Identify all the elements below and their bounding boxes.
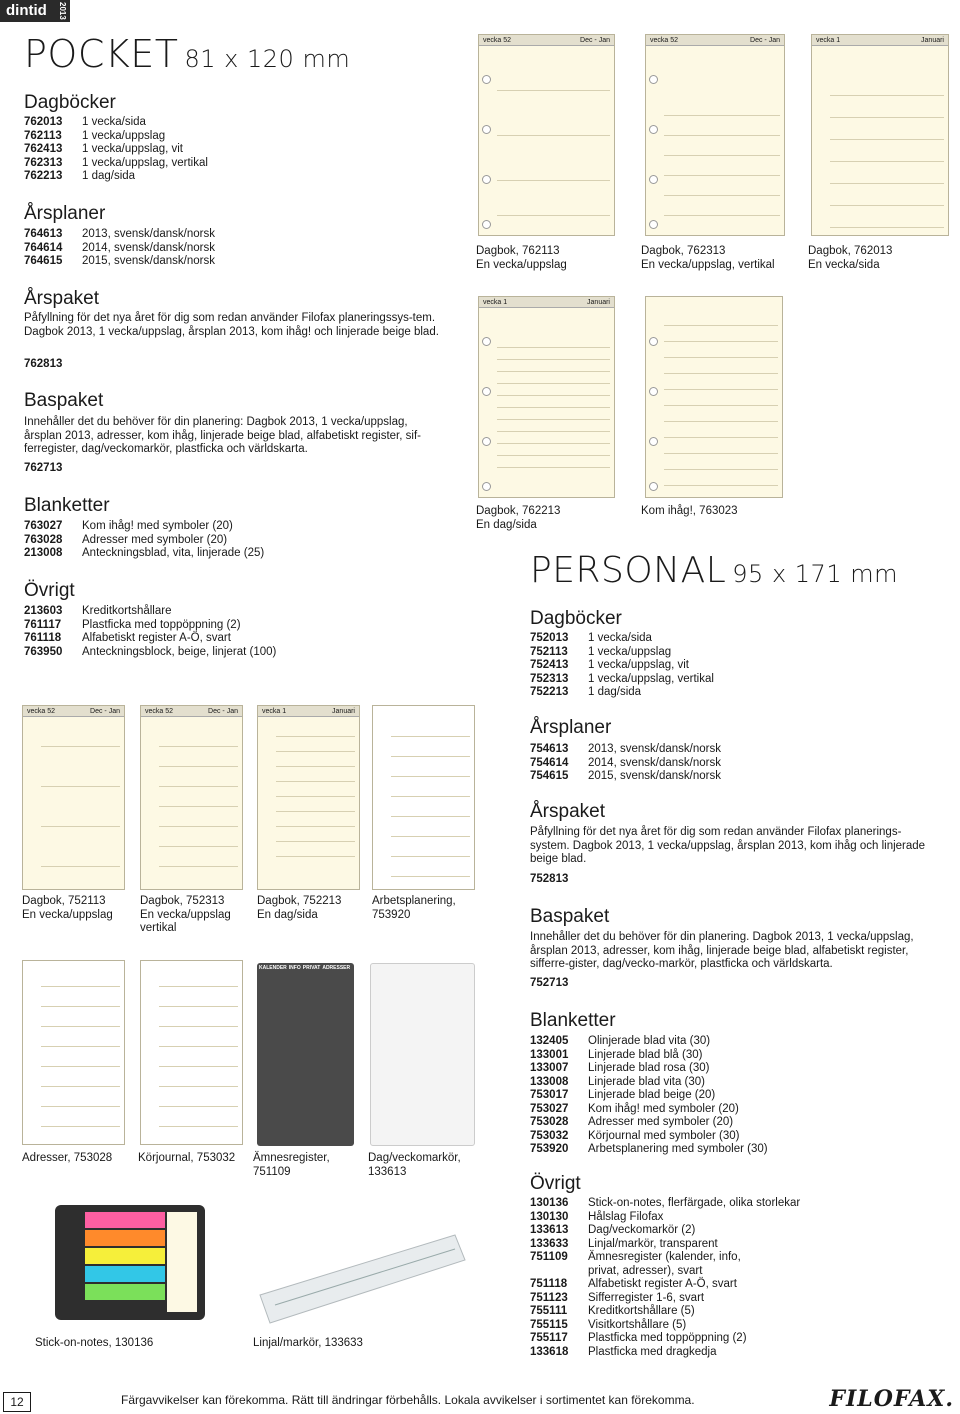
list-item: 130130 Hålslag Filofax [530,1210,664,1223]
pocket-arspaket-heading: Årspaket [24,288,99,309]
list-item: 213603 Kreditkortshållare [24,605,172,617]
pocket-dagbocker-list [24,116,324,184]
list-item: 752413 1 vecka/uppslag, vit [530,659,690,671]
list-item: 762313 1 vecka/uppslag, vertikal [24,156,208,169]
pocket-title: POCKET 81 x 120 mm [24,32,351,76]
list-item: 133008 Linjerade blad vita (30) [530,1075,705,1088]
pocket-blanketter-heading: Blanketter [24,495,110,516]
korjournal-thumb [140,960,243,1145]
caption-762013: Dagbok, 762013 En vecka/sida [808,245,893,271]
caption-751109: Ämnesregister, 751109 [253,1152,330,1178]
personal-baspaket-heading: Baspaket [530,906,610,927]
pocket-arspaket-code: 762813 [24,358,63,370]
list-item: 753027 Kom ihåg! med symboler (20) [530,1102,739,1115]
personal-blanketter-heading: Blanketter [530,1010,616,1031]
list-item: 762013 1 vecka/sida [24,116,146,128]
caption-753028: Adresser, 753028 [22,1152,113,1164]
list-item: 753028 Adresser med symboler (20) [530,1116,734,1128]
list-item: 752313 1 vecka/uppslag, vertikal [530,672,714,685]
brand-year: 2013 [58,2,67,20]
diary-thumb-762313: vecka 52 Dec - Jan [645,34,785,236]
caption-753032: Körjournal, 753032 [138,1152,236,1164]
list-item: 133618 Plastficka med dragkedja [530,1345,717,1358]
list-item: 751109 Ämnesregister (kalender, info, [530,1251,741,1263]
linjal-image [255,1225,470,1335]
caption-762213: Dagbok, 762213 En dag/sida [476,505,561,531]
personal-dagbocker-heading: Dagböcker [530,608,622,629]
pocket-baspaket-heading: Baspaket [24,390,104,411]
list-item: 763028 Adresser med symboler (20) [24,533,228,546]
adresser-thumb [22,960,125,1145]
list-item: 761118 Alfabetiskt register A-Ö, svart [24,632,231,644]
personal-ovrigt-list [530,1197,940,1359]
list-item: 752113 1 vecka/uppslag [530,645,672,658]
list-item: 753032 Körjournal med symboler (30) [530,1129,740,1142]
tab-kalender: KALENDER [259,965,287,971]
list-item: 751123 Sifferregister 1-6, svart [530,1291,705,1304]
list-item: 133007 Linjerade blad rosa (30) [530,1062,710,1074]
pocket-ovrigt-heading: Övrigt [24,580,75,601]
personal-arspaket-code: 752813 [530,873,569,885]
pocket-ovrigt-list [24,605,344,659]
brand-tag [0,0,70,22]
diary-thumb-752213: vecka 1 Januari [257,705,360,890]
caption-133633: Linjal/markör, 133633 [253,1337,363,1349]
personal-arsplaner-list [530,743,930,784]
list-item: 755111 Kreditkortshållare (5) [530,1305,695,1317]
list-item: privat, adresser), svart [588,1264,703,1277]
pocket-arsplaner-list [24,228,324,269]
list-item: 762213 1 dag/sida [24,170,136,182]
personal-dimensions: 95 x 171 mm [732,560,898,588]
pocket-baspaket-text: Innehåller det du behöver för din planering: Dagbok 2013, 1 vecka/uppslag, årsplan 2013, adresser, kom ihåg, linjerade beige blad, alfabetiskt register, sif-ferregister, dag/veckomarkör, plastficka och världskarta. [24,416,421,455]
caption-753920: Arbetsplanering, 753920 [372,895,456,921]
caption-133613: Dag/veckomarkör, 133613 [368,1152,461,1178]
list-item: 133001 Linjerade blad blå (30) [530,1048,703,1061]
diary-thumb-762013: vecka 1 Januari [811,34,949,236]
personal-baspaket-text: Innehåller det du behöver för din planering. Dagbok 2013, 1 vecka/uppslag, årsplan 2013, adresser, kom ihåg, linjerade beige blad, alfabetiskt register, sifferre-gister, dag/vecko-markör, plastficka och världskarta. [530,931,914,970]
dag-veckomarkor-image [370,963,475,1146]
list-item: 754614 2014, svensk/dansk/norsk [530,756,721,769]
diary-thumb-752113: vecka 52 Dec - Jan [22,705,125,890]
caption-762313: Dagbok, 762313 En vecka/uppslag, vertikal [641,245,775,271]
caption-130136: Stick-on-notes, 130136 [35,1337,154,1349]
list-item: 751118 Alfabetiskt register A-Ö, svart [530,1278,737,1290]
personal-ovrigt-heading: Övrigt [530,1173,581,1194]
diary-thumb-752313: vecka 52 Dec - Jan [140,705,243,890]
list-item: 763950 Anteckningsblock, beige, linjerat (100) [24,645,277,658]
tab-adresser: ADRESSER [322,965,351,971]
personal-title: PERSONAL 95 x 171 mm [530,550,898,591]
page-number: 12 [3,1392,31,1412]
list-item: 755117 Plastficka med toppöppning (2) [530,1332,747,1344]
pocket-blanketter-list [24,520,344,561]
pocket-dagbocker-heading: Dagböcker [24,92,116,113]
list-item: 133633 Linjal/markör, transparent [530,1237,718,1250]
personal-baspaket-code: 752713 [530,977,569,989]
list-item: 752013 1 vecka/sida [530,632,652,644]
diary-thumb-762213: vecka 1 Januari [478,296,615,498]
pocket-baspaket-code: 762713 [24,462,63,474]
caption-752113: Dagbok, 752113 En vecka/uppslag [22,895,113,921]
filofax-logo: FILOFAX. [829,1386,954,1412]
komihag-thumb-763023 [645,296,783,498]
list-item: 761117 Plastficka med toppöppning (2) [24,618,241,631]
amnesregister-image [257,963,354,1146]
personal-dagbocker-list [530,632,930,700]
arbetsplanering-thumb [372,705,475,890]
pocket-dimensions: 81 x 120 mm [184,45,351,73]
tab-info: INFO [288,965,301,971]
list-item: 764614 2014, svensk/dansk/norsk [24,241,215,254]
list-item: 755115 Visitkortshållare (5) [530,1318,687,1331]
footer-disclaimer: Färgavvikelser kan förekomma. Rätt till ändringar förbehålls. Lokala avvikelser i sortimentet kan förekomma. [121,1393,695,1407]
list-item: 762113 1 vecka/uppslag [24,129,166,142]
list-item: 762413 1 vecka/uppslag, vit [24,143,184,155]
personal-arspaket-heading: Årspaket [530,801,605,822]
caption-752213: Dagbok, 752213 En dag/sida [257,895,342,921]
list-item: 764615 2015, svensk/dansk/norsk [24,255,215,267]
list-item: 754615 2015, svensk/dansk/norsk [530,770,721,782]
list-item: 213008 Anteckningsblad, vita, linjerade (25) [24,547,265,559]
caption-752313: Dagbok, 752313 En vecka/uppslag vertikal [140,895,231,934]
list-item: 130136 Stick-on-notes, flerfärgade, olika storlekar [530,1197,801,1209]
list-item: 764613 2013, svensk/dansk/norsk [24,228,215,240]
tab-privat: PRIVAT [302,965,321,971]
diary-thumb-762113: vecka 52 Dec - Jan [478,34,615,236]
personal-arsplaner-heading: Årsplaner [530,717,612,738]
list-item: 753017 Linjerade blad beige (20) [530,1089,716,1101]
list-item: 132405 Olinjerade blad vita (30) [530,1035,711,1047]
personal-arspaket-text: Påfyllning för det nya året för dig som redan använder Filofax planerings-system. Dagbok 2013, 1 vecka/uppslag, årsplan 2013, kom ihåg och linjerade beige blad. [530,826,926,865]
brand-name: dintid [6,2,47,19]
list-item: 754613 2013, svensk/dansk/norsk [530,743,721,755]
caption-763023: Kom ihåg!, 763023 [641,505,738,517]
pocket-arsplaner-heading: Årsplaner [24,203,106,224]
list-item: 133613 Dag/veckomarkör (2) [530,1224,696,1236]
list-item: 763027 Kom ihåg! med symboler (20) [24,520,233,532]
list-item: 752213 1 dag/sida [530,686,642,698]
stick-on-notes-image [25,1200,235,1325]
personal-blanketter-list [530,1035,930,1157]
caption-762113: Dagbok, 762113 En vecka/uppslag [476,245,567,271]
list-item: 753920 Arbetsplanering med symboler (30) [530,1143,768,1155]
pocket-arspaket-text: Påfyllning för det nya året för dig som redan använder Filofax planeringssys-tem. Dagbok 2013, 1 vecka/uppslag, årsplan 2013, kom ihåg! och linjerade beige blad. [24,312,439,338]
